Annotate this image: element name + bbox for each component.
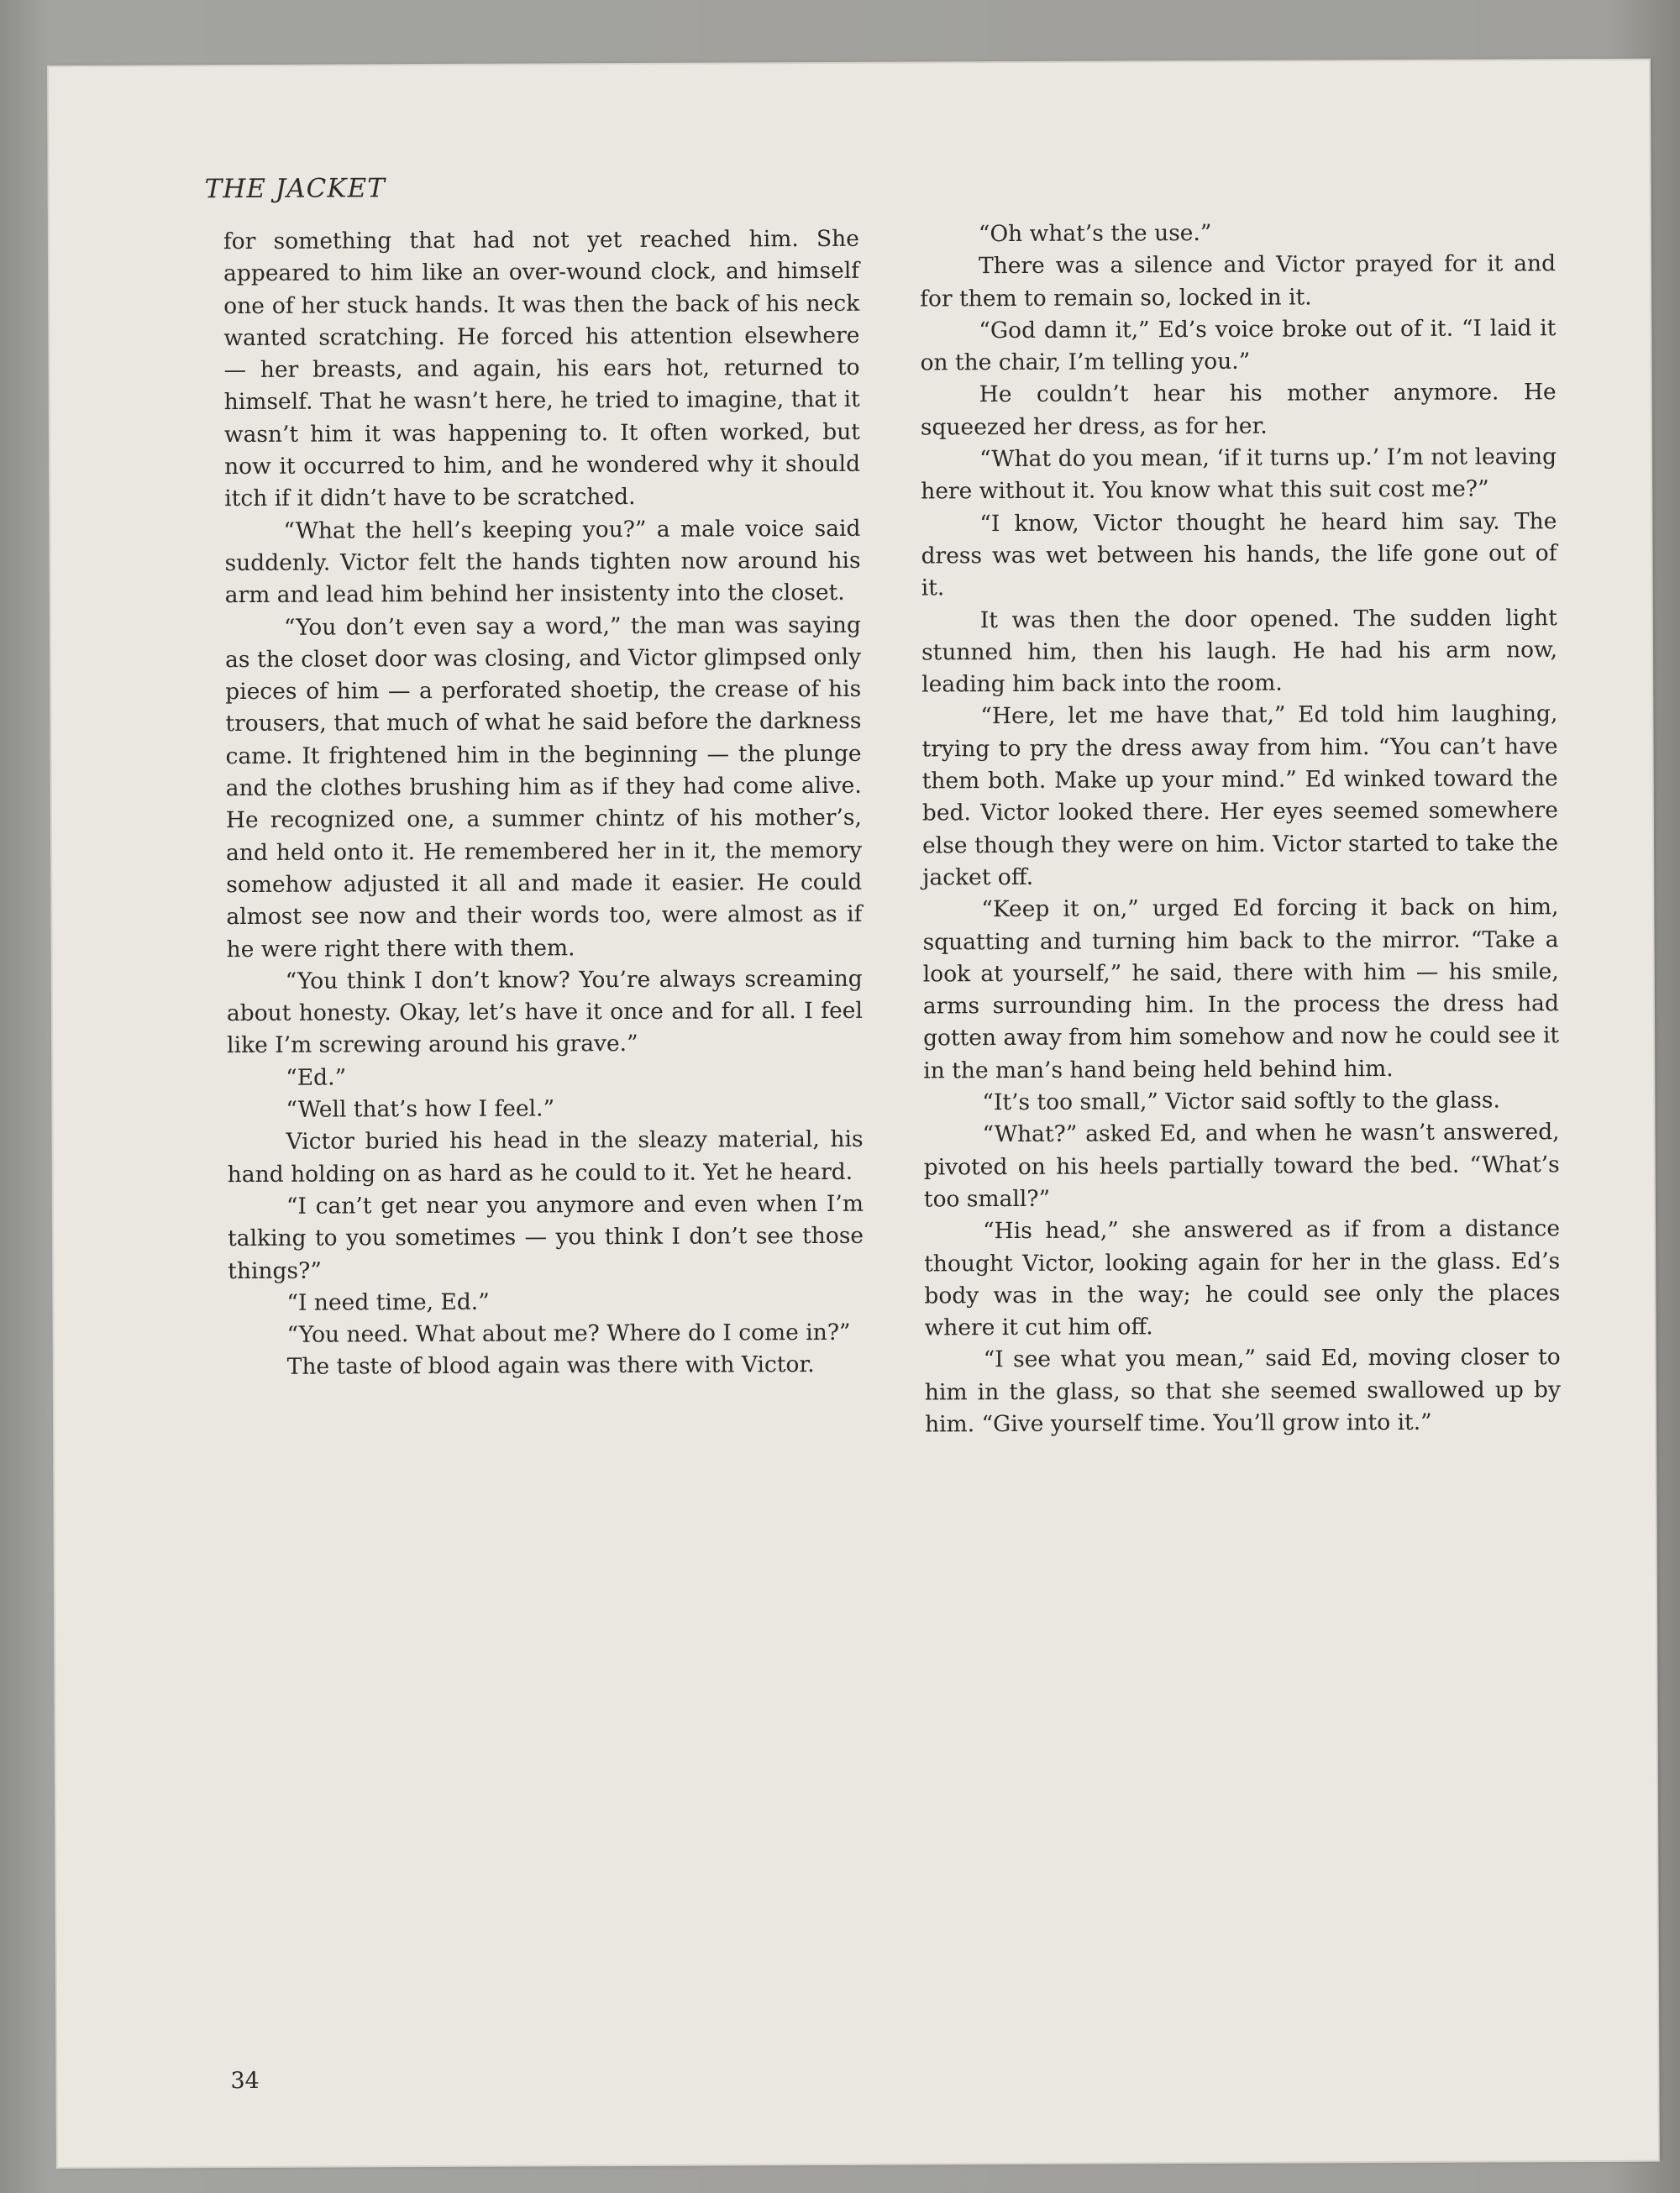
paragraph: “You need. What about me? Where do I come in?”: [286, 1319, 851, 1348]
paragraph: “You don’t even say a word,” the man was saying as the closet door was closing, and Victor glimpsed only pieces of him — a perforated shoetip, the crease of his trousers, that much of what he said before the darkness came. It frightened him in the beginning — the plunge and the clothes brushing him as if they had come alive. He recognized one, a summer chintz of his mother’s, and held onto it. He remembered her in it, the memory somehow adjusted it all and made it easier. He could almost see now and their words too, were almost as if he were right there with them.: [225, 611, 863, 963]
paragraph: “I know, Victor thought he heard him say. The dress was wet between his hands, the life gone out of it.: [921, 507, 1557, 601]
paragraph: “Well that’s how I feel.”: [286, 1095, 555, 1123]
paragraph: “What?” asked Ed, and when he wasn’t answered, pivoted on his heels partially toward the bed. “What’s too small?”: [923, 1119, 1560, 1213]
paragraph: “Oh what’s the use.”: [978, 219, 1212, 248]
paragraph: “His head,” she answered as if from a distance thought Victor, looking again for her in the glass. Ed’s body was in the way; he could see only the places where it cut him off.: [924, 1215, 1561, 1341]
paragraph: Victor buried his head in the sleazy material, his hand holding on as hard as he could to it. Yet he heard.: [227, 1126, 864, 1188]
page-number: 34: [230, 2067, 260, 2095]
paragraph: “What the hell’s keeping you?” a male voice said suddenly. Victor felt the hands tighten now around his arm and lead him behind her insistenty into the closet.: [224, 515, 861, 609]
paragraph: for something that had not yet reached him. She appeared to him like an over-wound clock, and himself one of her stuck hands. It was then the back of his neck wanted scratching. He forced his attention elsewhere — her breasts, and again, his ears hot, returned to himself. That he wasn’t here, he tried to imagine, that it wasn’t him it was happening to. It often worked, but now it occurred to him, and he wondered why it should itch if it didn’t have to be scratched.: [223, 225, 861, 512]
paragraph: “I see what you mean,” said Ed, moving closer to him in the glass, so that she seemed swallowed up by him. “Give yourself time. You’ll grow into it.”: [924, 1344, 1561, 1438]
book-page: [49, 60, 1658, 2167]
paragraph: He couldn’t hear his mother anymore. He squeezed her dress, as for her.: [920, 379, 1557, 441]
paragraph: “You think I don’t know? You’re always screaming about honesty. Okay, let’s have it once and for all. I feel like I’m screwing around his grave.”: [226, 965, 863, 1059]
paragraph: “God damn it,” Ed’s voice broke out of it. “I laid it on the chair, I’m telling you.”: [920, 315, 1557, 376]
paragraph: “Ed.”: [286, 1064, 347, 1091]
paragraph: It was then the door opened. The sudden light stunned him, then his laugh. He had his arm now, leading him back into the room.: [921, 604, 1558, 698]
left-column: [223, 223, 864, 1384]
paragraph: “What do you mean, ‘if it turns up.’ I’m not leaving here without it. You know what this suit cost me?”: [921, 443, 1557, 505]
paragraph: “I need time, Ed.”: [286, 1288, 490, 1316]
paragraph: “Here, let me have that,” Ed told him laughing, trying to pry the dress away from him. “You can’t have them both. Make up your mind.” Ed winked toward the bed. Victor looked there. Her eyes seemed somewhere else though they were on him. Victor started to take the jacket off.: [921, 700, 1559, 891]
right-column: [920, 216, 1561, 1441]
paragraph: “Keep it on,” urged Ed forcing it back on him, squatting and turning him back to the mirror. “Take a look at yourself,” he said, there with him — his smile, arms surrounding him. In the process the dress had gotten away from him somehow and now he could see it in the man’s hand being held behind him.: [922, 894, 1560, 1084]
running-head: THE JACKET: [204, 173, 386, 205]
paragraph: “It’s too small,” Victor said softly to the glass.: [982, 1087, 1500, 1116]
paragraph: There was a silence and Victor prayed for it and for them to remain so, locked in it.: [920, 250, 1557, 312]
paragraph: “I can’t get near you anymore and even when I’m talking to you sometimes — you think I don’t see those things?”: [228, 1190, 864, 1284]
paragraph: The taste of blood again was there with Victor.: [286, 1351, 815, 1381]
